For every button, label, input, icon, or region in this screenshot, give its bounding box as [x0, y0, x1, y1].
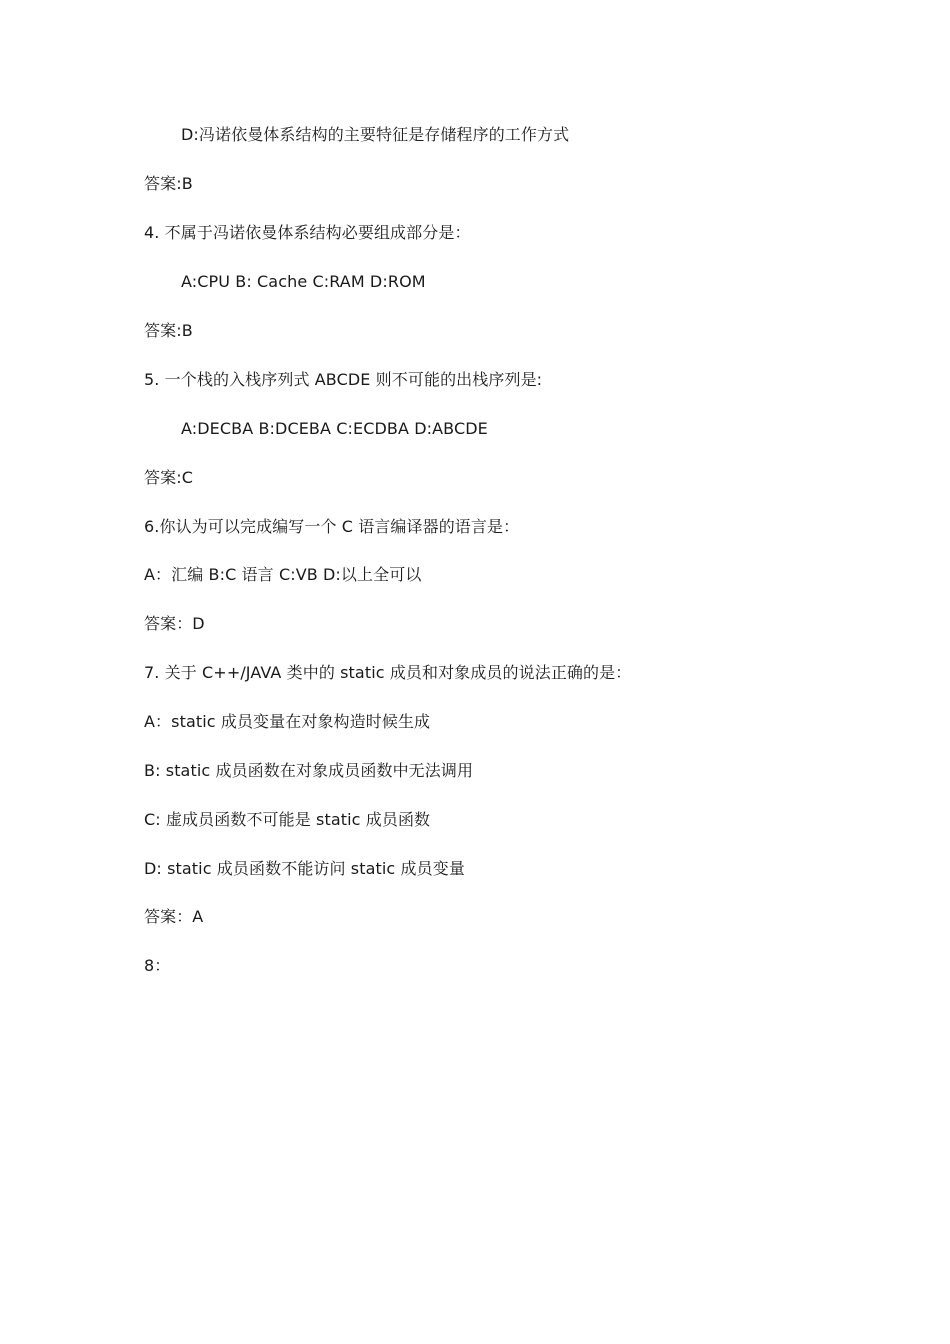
q6-options: A：汇编 B:C 语言 C:VB D:以上全可以: [144, 565, 422, 584]
q5-question: 5. 一个栈的入栈序列式 ABCDE 则不可能的出栈序列是:: [144, 370, 543, 389]
q7-question: 7. 关于 C++/JAVA 类中的 static 成员和对象成员的说法正确的是：: [144, 663, 632, 682]
q5-options: A:DECBA B:DCEBA C:ECDBA D:ABCDE: [181, 419, 488, 438]
q7-option-c: C: 虚成员函数不可能是 static 成员函数: [144, 810, 431, 829]
q7-option-b: B: static 成员函数在对象成员函数中无法调用: [144, 761, 474, 780]
q4-answer: 答案:B: [144, 321, 193, 340]
q6-answer: 答案：D: [144, 614, 205, 633]
q3-option-d: D:冯诺依曼体系结构的主要特征是存储程序的工作方式: [181, 125, 570, 144]
q5-answer: 答案:C: [144, 468, 193, 487]
q7-option-a: A：static 成员变量在对象构造时候生成: [144, 712, 431, 731]
q8-question: 8：: [144, 956, 171, 975]
q3-answer: 答案:B: [144, 174, 193, 193]
q4-options: A:CPU B: Cache C:RAM D:ROM: [181, 272, 426, 291]
q7-option-d: D: static 成员函数不能访问 static 成员变量: [144, 859, 465, 878]
q4-question: 4. 不属于冯诺依曼体系结构必要组成部分是：: [144, 223, 471, 242]
q6-question: 6.你认为可以完成编写一个 C 语言编译器的语言是：: [144, 517, 520, 536]
q7-answer: 答案：A: [144, 907, 204, 926]
